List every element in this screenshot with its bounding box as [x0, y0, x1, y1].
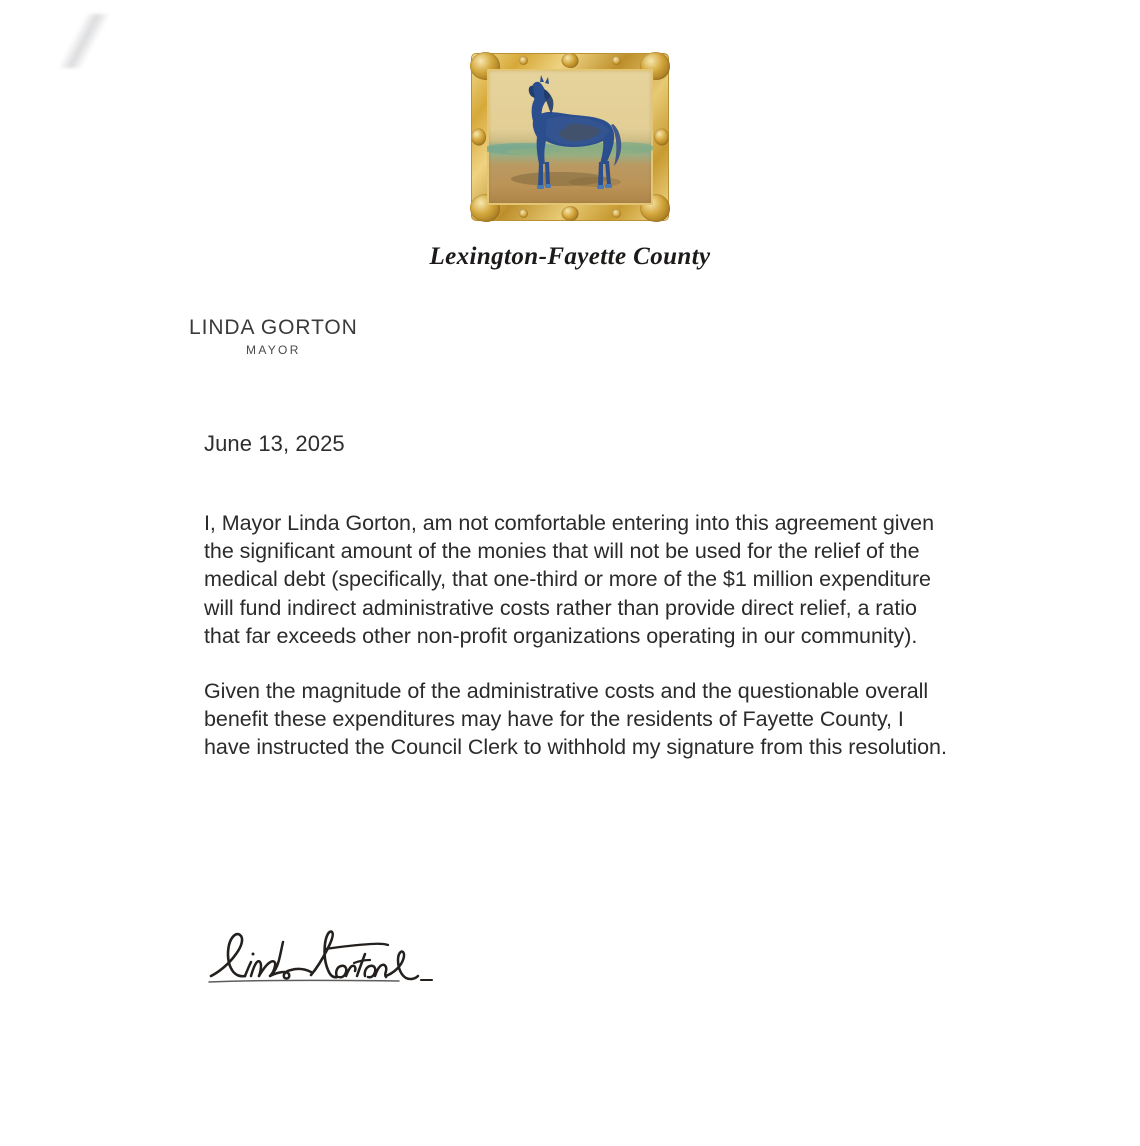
frame-edge-ornament [562, 53, 579, 68]
frame-edge-ornament [562, 206, 579, 221]
frame-stud-ornament [612, 56, 621, 65]
letter-body [204, 509, 956, 762]
mayor-title: MAYOR [246, 343, 301, 357]
letterhead-wordmark: Lexington-Fayette County [429, 243, 711, 270]
mayor-name: LINDA GORTON [189, 316, 358, 339]
frame-edge-ornament [471, 129, 486, 146]
signature-ink-strokes [199, 922, 459, 992]
letterhead [0, 54, 1140, 271]
frame-stud-ornament [519, 56, 528, 65]
signature-linda-gorton [199, 922, 459, 992]
framed-horse-painting-logo [472, 54, 668, 220]
letter-paragraph: Given the magnitude of the administrative costs and the questionable overall benefit these expenditures may have for the residents of Fayette County, I have instructed the Council Clerk to withhold my signature from this resolution. [204, 679, 947, 760]
frame-edge-ornament [654, 129, 669, 146]
frame-stud-ornament [519, 209, 528, 218]
mayor-block [189, 316, 358, 357]
frame-stud-ornament [612, 209, 621, 218]
letter-paragraph: I, Mayor Linda Gorton, am not comfortable entering into this agreement given the significant amount of the monies that will not be used for the relief of the medical debt (specifically, that one-third or more of the $1 million expenditure will fund indirect administrative costs rather than provide direct relief, a ratio that far exceeds other non-profit organizations operating in our community). [204, 511, 934, 648]
letter-date: June 13, 2025 [204, 431, 345, 456]
horse-painting-canvas [487, 69, 653, 205]
horse-illustration [487, 69, 653, 205]
